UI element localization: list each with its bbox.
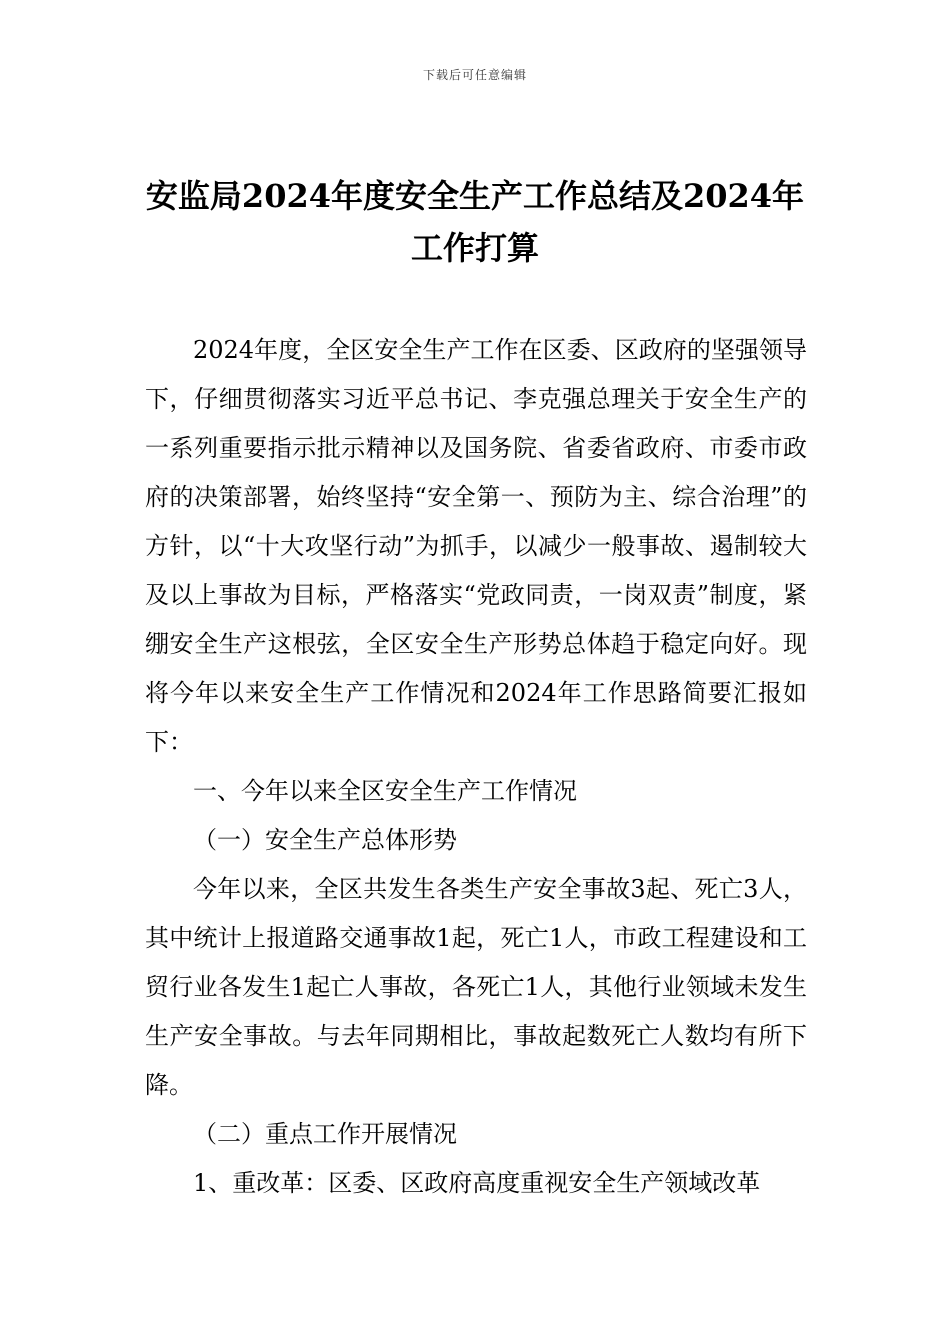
intro-paragraph: 2024年度，全区安全生产工作在区委、区政府的坚强领导下，仔细贯彻落实习近平总书记、李克强总理关于安全生产的一系列重要指示批示精神以及国务院、省委省政府、市委市政府的决策部署，始终坚持“安全第一、预防为主、综合治理”的方针，以“十大攻坚行动”为抓手，以减少一般事故、遏制较大及以上事故为目标，严格落实“党政同责，一岗双责”制度，紧绷安全生产这根弦，全区安全生产形势总体趋于稳定向好。现将今年以来安全生产工作情况和2024年工作思路简要汇报如下： [145, 336, 807, 756]
header-note: 下载后可任意编辑 [422, 68, 527, 82]
subsection-heading-1: （一）安全生产总体形势 [193, 826, 457, 854]
situation-paragraph: 今年以来，全区共发生各类生产安全事故3起、死亡3人，其中统计上报道路交通事故1起，死亡1人，市政工程建设和工贸行业各发生1起亡人事故，各死亡1人，其他行业领域未发生生产安全事故。与去年同期相比，事故起数死亡人数均有所下降。 [145, 875, 807, 1099]
section-heading-1: 一、今年以来全区安全生产工作情况 [193, 777, 577, 805]
subsection-heading-2: （二）重点工作开展情况 [193, 1120, 457, 1148]
reform-paragraph: 1、重改革：区委、区政府高度重视安全生产领域改革 [193, 1169, 761, 1197]
document-body [145, 326, 807, 1208]
document-title: 安监局2024年度安全生产工作总结及2024年工作打算 [145, 177, 805, 267]
